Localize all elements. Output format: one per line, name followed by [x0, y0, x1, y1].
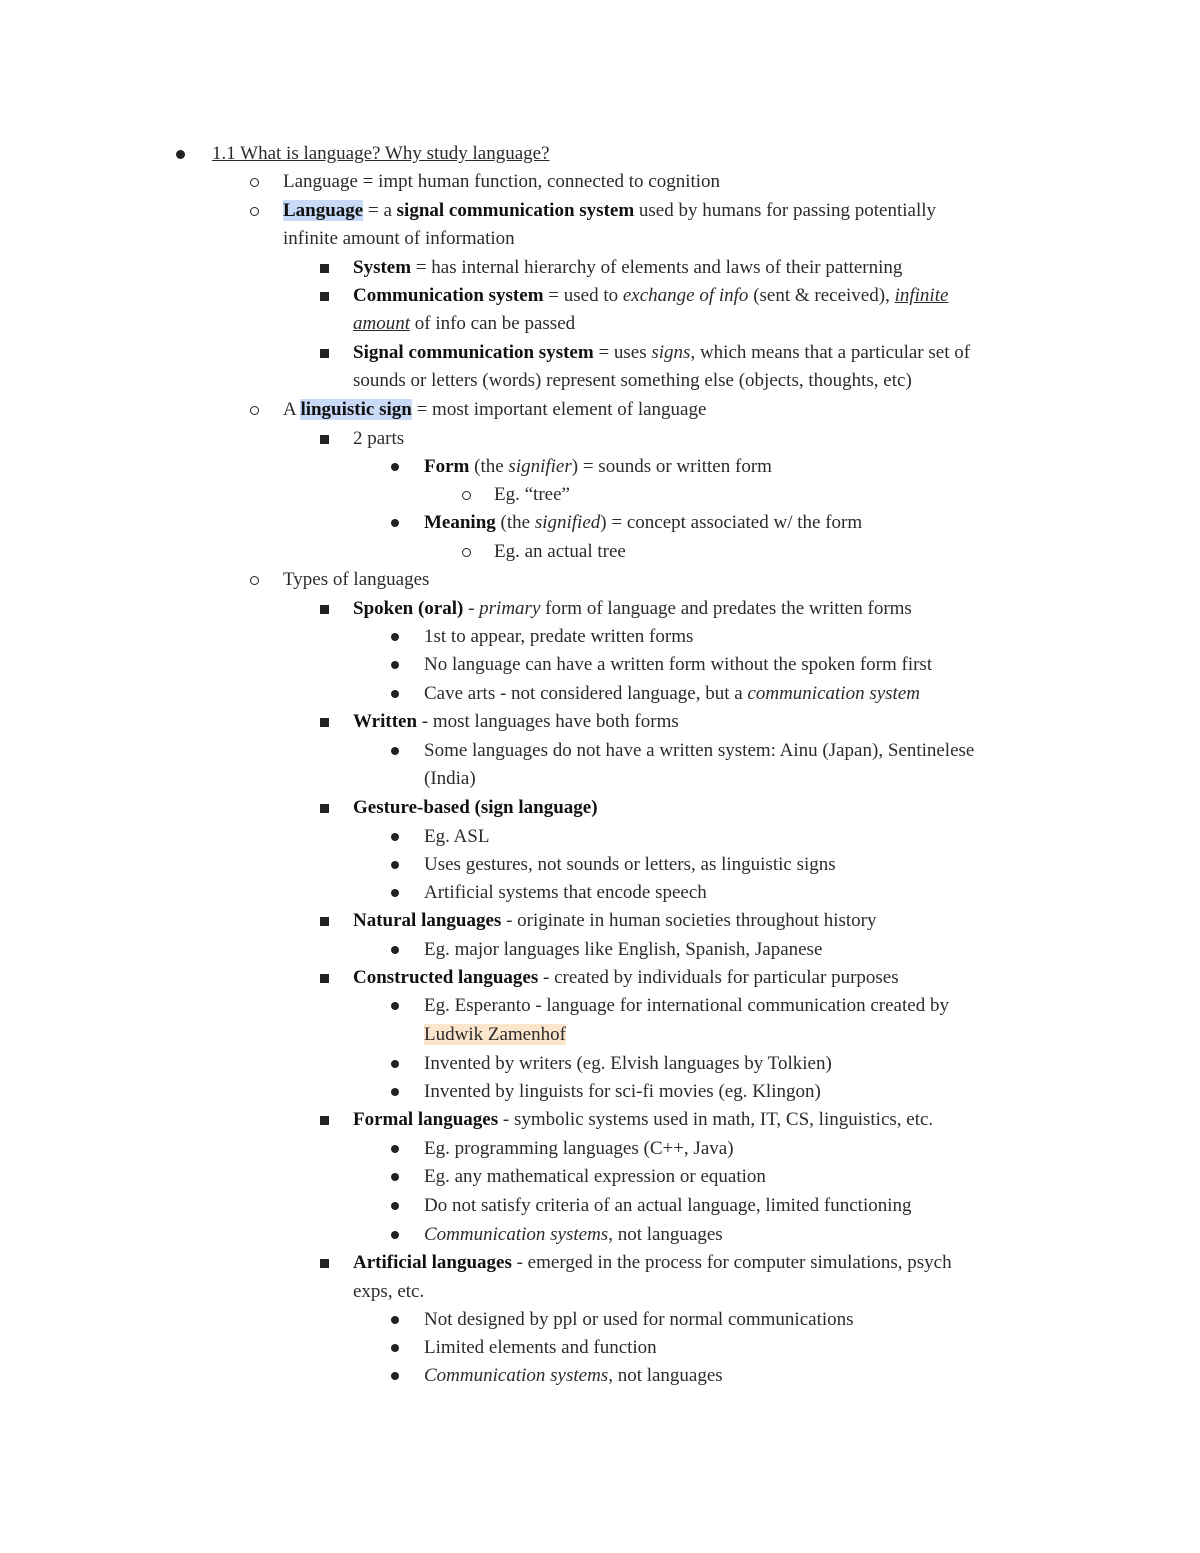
list-item — [462, 538, 626, 566]
bullet-dot-icon — [391, 1221, 403, 1249]
list-item — [176, 140, 550, 168]
list-item — [391, 1306, 854, 1334]
list-text: Limited elements and function — [424, 1337, 657, 1358]
list-text: Some languages do not have a written system: Ainu (Japan), Sentinelese — [424, 740, 975, 761]
list-text: of info can be passed — [410, 313, 576, 334]
list-text: = uses — [593, 342, 652, 363]
list-item — [250, 197, 936, 225]
bullet-circle-icon — [250, 566, 262, 594]
bold-term: Spoken (oral) — [353, 598, 464, 619]
bullet-circle-icon — [462, 481, 474, 509]
list-text: Not designed by ppl or used for normal communications — [424, 1309, 854, 1330]
list-text: = most important element of language — [411, 399, 707, 420]
bullet-dot-icon — [391, 1135, 403, 1163]
bold-term: Communication system — [353, 285, 544, 306]
bullet-square-icon — [320, 907, 332, 935]
bullet-dot-icon — [391, 453, 403, 481]
list-text: Artificial systems that encode speech — [424, 882, 707, 903]
bold-term: Signal communication system — [353, 342, 594, 363]
list-item-continuation — [353, 367, 912, 395]
italic-text: signs — [651, 342, 691, 363]
list-text: (sent & received), — [748, 285, 895, 306]
list-text: = a — [363, 200, 397, 221]
list-text: Eg. “tree” — [494, 484, 570, 505]
list-item — [320, 282, 948, 310]
bullet-square-icon — [320, 794, 332, 822]
bullet-dot-icon — [391, 509, 403, 537]
bullet-dot-icon — [391, 823, 403, 851]
bullet-square-icon — [320, 964, 332, 992]
list-text: infinite amount of information — [283, 228, 515, 249]
list-item — [391, 936, 822, 964]
list-text: No language can have a written form without the spoken form first — [424, 654, 933, 675]
list-item — [391, 1362, 723, 1390]
list-text: - — [463, 598, 480, 619]
bold-term: Form — [424, 456, 470, 477]
list-text: - symbolic systems used in math, IT, CS, linguistics, etc. — [498, 1109, 934, 1130]
bullet-square-icon — [320, 254, 332, 282]
list-text: Eg. Esperanto - language for international communication created by — [424, 995, 949, 1016]
list-item — [391, 992, 949, 1020]
italic-text: Communication systems — [424, 1365, 609, 1386]
list-text: , not languages — [608, 1224, 723, 1245]
bullet-square-icon — [320, 425, 332, 453]
list-text: (India) — [424, 768, 476, 789]
list-item — [391, 879, 707, 907]
italic-text: signifier — [508, 456, 572, 477]
list-text: Language = impt human function, connected to cognition — [283, 171, 721, 192]
list-text: Uses gestures, not sounds or letters, as linguistic signs — [424, 854, 836, 875]
list-item — [391, 1050, 832, 1078]
bullet-circle-icon — [250, 197, 262, 225]
list-item-continuation — [353, 310, 575, 338]
list-item — [391, 651, 932, 679]
list-text: Invented by writers (eg. Elvish languages by Tolkien) — [424, 1053, 832, 1074]
list-item — [391, 823, 489, 851]
highlighted-name: Ludwik Zamenhof — [424, 1024, 566, 1045]
bullet-dot-icon — [391, 1362, 403, 1390]
bullet-dot-icon — [391, 992, 403, 1020]
bold-term: signal communication system — [396, 200, 635, 221]
bullet-dot-icon — [391, 1078, 403, 1106]
list-item — [391, 623, 693, 651]
list-item — [391, 1334, 657, 1362]
list-item — [320, 339, 970, 367]
list-item — [320, 1249, 952, 1277]
bold-term: Formal languages — [353, 1109, 499, 1130]
bullet-dot-icon — [391, 1050, 403, 1078]
bold-term: Artificial languages — [353, 1252, 512, 1273]
underlined-text: amount — [353, 313, 410, 334]
bullet-circle-icon — [462, 538, 474, 566]
bullet-dot-icon — [391, 879, 403, 907]
italic-text: Communication systems — [424, 1224, 609, 1245]
italic-text: exchange of info — [622, 285, 749, 306]
list-text: ) = concept associated w/ the form — [600, 512, 863, 533]
list-item — [250, 566, 429, 594]
italic-text: communication system — [747, 683, 920, 704]
list-item — [320, 425, 404, 453]
list-item — [320, 1106, 933, 1134]
bullet-square-icon — [320, 282, 332, 310]
list-item — [320, 907, 877, 935]
list-text: Eg. major languages like English, Spanish, Japanese — [424, 939, 823, 960]
bullet-square-icon — [320, 1106, 332, 1134]
list-text: - emerged in the process for computer simulations, psych — [511, 1252, 952, 1273]
bullet-dot-icon — [391, 1306, 403, 1334]
list-text: A — [283, 399, 301, 420]
bullet-dot-icon — [391, 737, 403, 765]
bullet-dot-icon — [391, 1334, 403, 1362]
list-text: (the — [495, 512, 535, 533]
list-text: sounds or letters (words) represent something else (objects, thoughts, etc) — [353, 370, 912, 391]
list-item — [320, 254, 902, 282]
list-text: ) = sounds or written form — [571, 456, 772, 477]
list-text: = used to — [543, 285, 623, 306]
list-text: , not languages — [608, 1365, 723, 1386]
bullet-square-icon — [320, 708, 332, 736]
bullet-dot-icon — [391, 623, 403, 651]
list-item — [320, 794, 598, 822]
bold-term: Natural languages — [353, 910, 502, 931]
list-text: Eg. ASL — [424, 826, 490, 847]
bullet-square-icon — [320, 1249, 332, 1277]
bullet-dot-icon — [391, 651, 403, 679]
list-item — [250, 168, 720, 196]
list-item — [391, 680, 920, 708]
list-text: - originate in human societies throughout history — [501, 910, 877, 931]
list-text: = has internal hierarchy of elements and laws of their patterning — [411, 257, 903, 278]
bold-term: Gesture-based (sign language) — [353, 797, 598, 818]
list-item — [320, 964, 899, 992]
bullet-dot-icon — [391, 936, 403, 964]
list-item — [391, 1135, 734, 1163]
list-item-continuation — [424, 765, 476, 793]
italic-text: primary — [479, 598, 541, 619]
list-item — [391, 1163, 766, 1191]
list-text: Eg. any mathematical expression or equation — [424, 1166, 766, 1187]
list-text: Types of languages — [283, 569, 430, 590]
bullet-dot-icon — [391, 851, 403, 879]
bold-term: Written — [353, 711, 418, 732]
bold-term: Constructed languages — [353, 967, 539, 988]
list-item — [391, 1192, 912, 1220]
bold-term: Meaning — [424, 512, 496, 533]
bullet-circle-icon — [250, 168, 262, 196]
list-item-continuation — [353, 1278, 424, 1306]
bullet-dot-icon — [391, 680, 403, 708]
list-item-continuation — [283, 225, 515, 253]
bullet-disc-icon — [176, 140, 188, 168]
list-item — [391, 737, 974, 765]
list-item — [462, 481, 570, 509]
bullet-circle-icon — [250, 396, 262, 424]
list-text: used by humans for passing potentially — [634, 200, 937, 221]
list-text: 2 parts — [353, 428, 405, 449]
list-text: Cave arts - not considered language, but a — [424, 683, 748, 704]
list-item — [391, 509, 862, 537]
highlighted-term: linguistic sign — [300, 399, 412, 420]
highlighted-term: Language — [283, 200, 364, 221]
list-item — [320, 595, 912, 623]
list-text: Eg. programming languages (C++, Java) — [424, 1138, 734, 1159]
list-text: - created by individuals for particular purposes — [538, 967, 899, 988]
list-text: Do not satisfy criteria of an actual language, limited functioning — [424, 1195, 912, 1216]
bullet-dot-icon — [391, 1192, 403, 1220]
list-text: (the — [469, 456, 509, 477]
list-item — [391, 851, 836, 879]
list-text: Invented by linguists for sci-fi movies (eg. Klingon) — [424, 1081, 821, 1102]
list-text: exps, etc. — [353, 1281, 425, 1302]
list-text: form of language and predates the written forms — [540, 598, 912, 619]
list-text: 1st to appear, predate written forms — [424, 626, 694, 647]
list-text: Eg. an actual tree — [494, 541, 626, 562]
list-text: - most languages have both forms — [417, 711, 679, 732]
list-item — [250, 396, 706, 424]
section-heading: 1.1 What is language? Why study language? — [212, 143, 550, 164]
list-item — [391, 1221, 723, 1249]
underlined-text: infinite — [894, 285, 949, 306]
list-text: , which means that a particular set of — [690, 342, 971, 363]
bullet-square-icon — [320, 595, 332, 623]
list-item-continuation — [424, 1021, 566, 1049]
bullet-dot-icon — [391, 1163, 403, 1191]
bullet-square-icon — [320, 339, 332, 367]
list-item — [320, 708, 679, 736]
list-item — [391, 1078, 821, 1106]
italic-text: signified — [534, 512, 601, 533]
list-item — [391, 453, 772, 481]
bold-term: System — [353, 257, 412, 278]
